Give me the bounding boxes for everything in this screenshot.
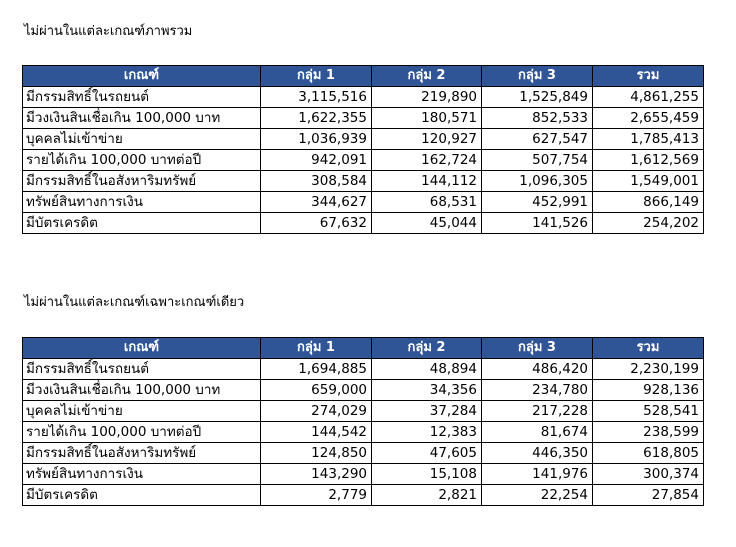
group-2-cell: 47,605 (372, 443, 482, 464)
group-2-cell: 180,571 (372, 108, 482, 129)
overall-criteria-table (22, 65, 704, 234)
group-1-cell: 144,542 (261, 422, 372, 443)
total-cell: 238,599 (593, 422, 704, 443)
group-2-cell: 162,724 (372, 150, 482, 171)
table-row (23, 108, 704, 129)
group-2-cell: 2,821 (372, 485, 482, 506)
group-2-cell: 219,890 (372, 87, 482, 108)
table-row (23, 192, 704, 213)
header-criteria: เกณฑ์ (23, 66, 261, 87)
criteria-cell: รายได้เกิน 100,000 บาทต่อปี (23, 150, 261, 171)
group-3-cell: 852,533 (482, 108, 593, 129)
group-3-cell: 627,547 (482, 129, 593, 150)
group-1-cell: 274,029 (261, 401, 372, 422)
group-3-cell: 141,976 (482, 464, 593, 485)
table-row (23, 443, 704, 464)
group-1-cell: 124,850 (261, 443, 372, 464)
group-1-cell: 67,632 (261, 213, 372, 234)
header-group-2: กลุ่ม 2 (372, 338, 482, 359)
group-2-cell: 45,044 (372, 213, 482, 234)
group-2-cell: 37,284 (372, 401, 482, 422)
group-3-cell: 452,991 (482, 192, 593, 213)
table-row (23, 485, 704, 506)
total-cell: 866,149 (593, 192, 704, 213)
table-row (23, 464, 704, 485)
header-group-3: กลุ่ม 3 (482, 66, 593, 87)
criteria-cell: บุคคลไม่เข้าข่าย (23, 401, 261, 422)
header-total: รวม (593, 338, 704, 359)
group-3-cell: 141,526 (482, 213, 593, 234)
header-group-3: กลุ่ม 3 (482, 338, 593, 359)
group-3-cell: 1,096,305 (482, 171, 593, 192)
total-cell: 2,230,199 (593, 359, 704, 380)
group-1-cell: 344,627 (261, 192, 372, 213)
group-1-cell: 308,584 (261, 171, 372, 192)
total-cell: 1,612,569 (593, 150, 704, 171)
total-cell: 254,202 (593, 213, 704, 234)
group-2-cell: 144,112 (372, 171, 482, 192)
single-criterion-table (22, 337, 704, 506)
group-1-cell: 1,036,939 (261, 129, 372, 150)
header-group-1: กลุ่ม 1 (261, 66, 372, 87)
table-row (23, 129, 704, 150)
criteria-cell: มีบัตรเครดิต (23, 213, 261, 234)
total-cell: 618,805 (593, 443, 704, 464)
group-3-cell: 1,525,849 (482, 87, 593, 108)
total-cell: 2,655,459 (593, 108, 704, 129)
criteria-cell: รายได้เกิน 100,000 บาทต่อปี (23, 422, 261, 443)
criteria-cell: ทรัพย์สินทางการเงิน (23, 192, 261, 213)
group-1-cell: 143,290 (261, 464, 372, 485)
group-3-cell: 486,420 (482, 359, 593, 380)
table-row (23, 359, 704, 380)
group-2-cell: 48,894 (372, 359, 482, 380)
criteria-cell: มีกรรมสิทธิ์ในรถยนต์ (23, 359, 261, 380)
criteria-cell: มีกรรมสิทธิ์ในอสังหาริมทรัพย์ (23, 171, 261, 192)
total-cell: 4,861,255 (593, 87, 704, 108)
table-row (23, 87, 704, 108)
table-header-row (23, 338, 704, 359)
total-cell: 300,374 (593, 464, 704, 485)
criteria-cell: มีกรรมสิทธิ์ในอสังหาริมทรัพย์ (23, 443, 261, 464)
total-cell: 1,549,001 (593, 171, 704, 192)
table-row (23, 150, 704, 171)
criteria-cell: มีวงเงินสินเชื่อเกิน 100,000 บาท (23, 108, 261, 129)
group-2-cell: 68,531 (372, 192, 482, 213)
criteria-cell: มีวงเงินสินเชื่อเกิน 100,000 บาท (23, 380, 261, 401)
group-1-cell: 2,779 (261, 485, 372, 506)
table-row (23, 422, 704, 443)
table-row (23, 213, 704, 234)
criteria-cell: มีบัตรเครดิต (23, 485, 261, 506)
header-group-1: กลุ่ม 1 (261, 338, 372, 359)
criteria-cell: มีกรรมสิทธิ์ในรถยนต์ (23, 87, 261, 108)
group-3-cell: 81,674 (482, 422, 593, 443)
group-1-cell: 3,115,516 (261, 87, 372, 108)
header-criteria: เกณฑ์ (23, 338, 261, 359)
group-1-cell: 1,622,355 (261, 108, 372, 129)
table-header-row (23, 66, 704, 87)
group-1-cell: 942,091 (261, 150, 372, 171)
table-row (23, 171, 704, 192)
group-2-cell: 12,383 (372, 422, 482, 443)
group-3-cell: 234,780 (482, 380, 593, 401)
header-total: รวม (593, 66, 704, 87)
group-1-cell: 659,000 (261, 380, 372, 401)
criteria-cell: บุคคลไม่เข้าข่าย (23, 129, 261, 150)
group-1-cell: 1,694,885 (261, 359, 372, 380)
total-cell: 928,136 (593, 380, 704, 401)
total-cell: 528,541 (593, 401, 704, 422)
total-cell: 27,854 (593, 485, 704, 506)
group-2-cell: 34,356 (372, 380, 482, 401)
group-3-cell: 22,254 (482, 485, 593, 506)
table-row (23, 401, 704, 422)
header-group-2: กลุ่ม 2 (372, 66, 482, 87)
group-3-cell: 446,350 (482, 443, 593, 464)
table-row (23, 380, 704, 401)
group-3-cell: 507,754 (482, 150, 593, 171)
section-title-single-criterion: ไม่ผ่านในแต่ละเกณฑ์เฉพาะเกณฑ์เดียว (24, 295, 245, 310)
group-2-cell: 15,108 (372, 464, 482, 485)
total-cell: 1,785,413 (593, 129, 704, 150)
criteria-cell: ทรัพย์สินทางการเงิน (23, 464, 261, 485)
group-3-cell: 217,228 (482, 401, 593, 422)
group-2-cell: 120,927 (372, 129, 482, 150)
section-title-overall: ไม่ผ่านในแต่ละเกณฑ์ภาพรวม (24, 24, 193, 39)
